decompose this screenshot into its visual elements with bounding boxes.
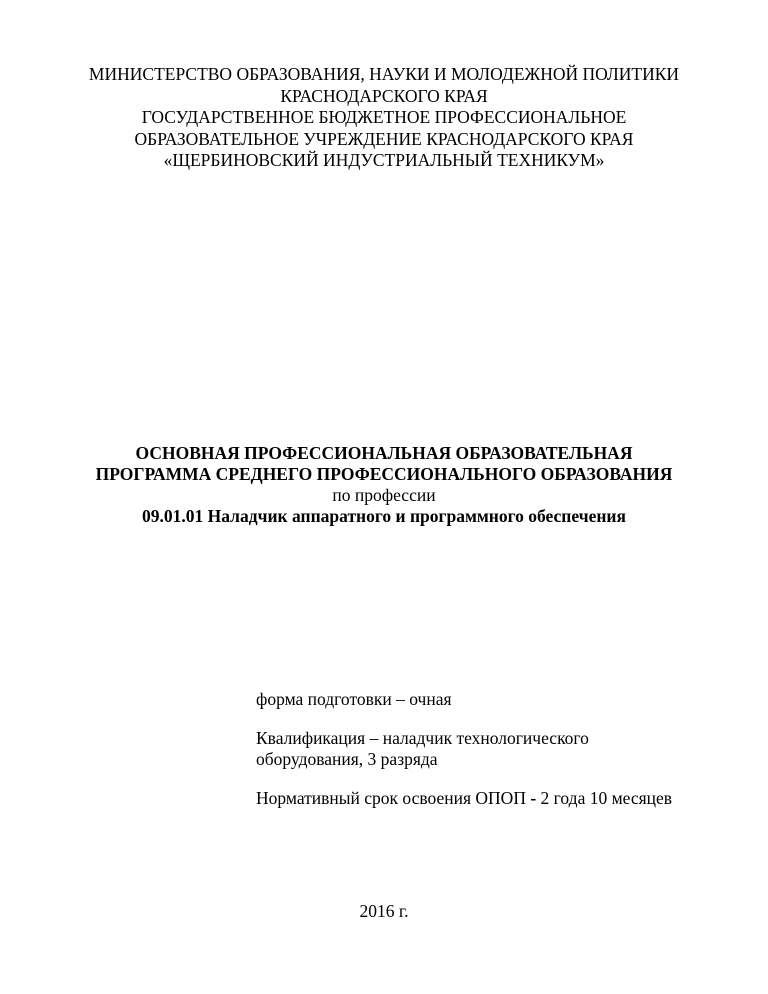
header-line-institution-name: «ЩЕРБИНОВСКИЙ ИНДУСТРИАЛЬНЫЙ ТЕХНИКУМ» (163, 150, 605, 170)
program-title (0, 443, 768, 527)
title-line-2: ПРОГРАММА СРЕДНЕГО ПРОФЕССИОНАЛЬНОГО ОБРАЗОВАНИЯ (95, 464, 673, 484)
header-line-ministry: МИНИСТЕРСТВО ОБРАЗОВАНИЯ, НАУКИ И МОЛОДЕЖНОЙ ПОЛИТИКИ (88, 64, 680, 84)
study-term-dash: - (530, 788, 537, 808)
qualification (256, 728, 736, 770)
title-line-4: 09.01.01 Наладчик аппаратного и программного обеспечения (142, 506, 626, 526)
study-term-prefix: Нормативный срок освоения ОПОП (256, 788, 531, 808)
title-line-3: по профессии (332, 485, 436, 505)
header-line-region: КРАСНОДАРСКОГО КРАЯ (280, 85, 488, 106)
study-term (256, 788, 736, 809)
title-line-1: ОСНОВНАЯ ПРОФЕССИОНАЛЬНАЯ ОБРАЗОВАТЕЛЬНАЯ (135, 443, 633, 463)
training-form: форма подготовки – очная (256, 689, 452, 709)
study-term-suffix: 2 года 10 месяцев (536, 788, 673, 808)
header-line-institution-kind: ОБРАЗОВАТЕЛЬНОЕ УЧРЕЖДЕНИЕ КРАСНОДАРСКОГО КРАЯ (134, 128, 634, 149)
header-line-institution-type: ГОСУДАРСТВЕННОЕ БЮДЖЕТНОЕ ПРОФЕССИОНАЛЬНОЕ (141, 107, 627, 127)
document-year: 2016 г. (359, 901, 409, 921)
qualification-line-2: оборудования, 3 разряда (256, 749, 438, 769)
institution-header (0, 64, 768, 172)
program-details (256, 689, 736, 827)
qualification-line-1: Квалификация – наладчик технологического (256, 728, 589, 748)
